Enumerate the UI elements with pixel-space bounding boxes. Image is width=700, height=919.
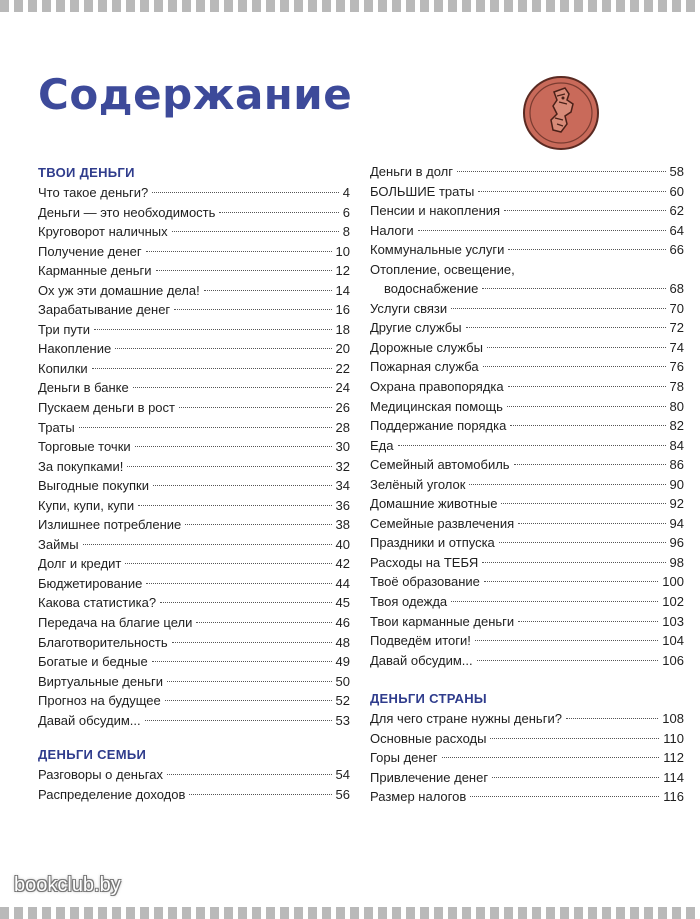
toc-entry-page: 90 — [669, 476, 684, 492]
dot-leader — [152, 192, 339, 193]
dot-leader — [172, 642, 332, 643]
toc-entry-label: Подведём итоги! — [370, 633, 471, 649]
bottom-binding-strip — [0, 907, 700, 919]
toc-entry-label: Распределение доходов — [38, 786, 186, 802]
toc-entry-page: 110 — [663, 730, 684, 746]
toc-entry-label: Торговые точки — [38, 439, 131, 455]
toc-entry[interactable] — [38, 203, 350, 223]
toc-entry-label: Купи, купи, купи — [38, 497, 135, 513]
dot-leader — [196, 622, 331, 623]
right-column — [370, 162, 684, 807]
toc-entry-page: 20 — [335, 341, 350, 357]
dot-leader — [492, 777, 659, 778]
toc-entry-page: 74 — [669, 339, 684, 355]
toc-entry-page: 16 — [335, 302, 350, 318]
toc-entry[interactable] — [38, 261, 350, 281]
dot-leader — [484, 581, 658, 582]
dot-leader — [451, 601, 658, 602]
toc-entry-page: 106 — [662, 652, 684, 668]
dot-leader — [167, 681, 331, 682]
toc-entry-label: Твоя одежда — [370, 594, 448, 610]
toc-entry-page: 50 — [335, 673, 350, 689]
toc-entry-label: Отопление, освещение, — [370, 261, 515, 277]
toc-entry-label: Бюджетирование — [38, 575, 143, 591]
toc-entry-page: 78 — [669, 379, 684, 395]
toc-entry[interactable] — [370, 533, 684, 553]
dot-leader — [153, 485, 332, 486]
toc-entry-label: Выгодные покупки — [38, 478, 149, 494]
toc-entry[interactable] — [38, 320, 350, 340]
toc-entry[interactable] — [38, 711, 350, 731]
toc-entry-label: Богатые и бедные — [38, 654, 148, 670]
dot-leader — [179, 407, 332, 408]
watermark: bookclub.by — [14, 874, 121, 896]
toc-entry-page: 60 — [669, 183, 684, 199]
dot-leader — [507, 406, 666, 407]
dot-leader — [145, 720, 332, 721]
dot-leader — [189, 794, 331, 795]
toc-entry-label: Траты — [38, 419, 75, 435]
dot-leader — [83, 544, 332, 545]
dot-leader — [146, 251, 332, 252]
toc-entry-label: Зарабатывание денег — [38, 302, 171, 318]
dot-leader — [483, 366, 666, 367]
toc-entry-label: водоснабжение — [384, 281, 479, 297]
dot-leader — [566, 718, 658, 719]
toc-entry-label: Семейный автомобиль — [370, 457, 510, 473]
toc-entry-page: 116 — [663, 789, 684, 805]
toc-entry-label: Три пути — [38, 321, 91, 337]
toc-entry[interactable] — [38, 574, 350, 594]
toc-entry-label: Охрана правопорядка — [370, 379, 504, 395]
toc-entry[interactable] — [370, 475, 684, 495]
toc-entry-page: 53 — [335, 712, 350, 728]
toc-entry-page: 66 — [669, 242, 684, 258]
dot-leader — [174, 309, 331, 310]
section-title: ТВОИ ДЕНЬГИ — [38, 165, 135, 180]
toc-entry[interactable] — [38, 633, 350, 653]
toc-entry[interactable] — [370, 201, 684, 221]
toc-entry-label: Излишнее потребление — [38, 517, 182, 533]
toc-entry-label: Налоги — [370, 222, 414, 238]
toc-entry-page: 80 — [669, 398, 684, 414]
toc-entry-label: Поддержание порядка — [370, 418, 507, 434]
toc-entry-label: Твоё образование — [370, 574, 480, 590]
toc-entry-page: 70 — [669, 300, 684, 316]
toc-entry-page: 48 — [335, 634, 350, 650]
dot-leader — [466, 327, 666, 328]
toc-entry[interactable] — [370, 514, 684, 534]
toc-entry[interactable] — [370, 709, 684, 729]
toc-entry-page: 24 — [335, 380, 350, 396]
toc-entry-page: 49 — [335, 654, 350, 670]
dot-leader — [418, 230, 666, 231]
toc-entry-page: 38 — [335, 517, 350, 533]
dot-leader — [185, 524, 331, 525]
toc-entry[interactable] — [38, 457, 350, 477]
dot-leader — [398, 445, 666, 446]
section-title: ДЕНЬГИ СЕМЬИ — [38, 747, 147, 763]
toc-entry-page: 96 — [669, 535, 684, 551]
toc-entry-page: 108 — [662, 711, 684, 727]
dot-leader — [160, 602, 331, 603]
toc-entry[interactable] — [38, 339, 350, 359]
toc-entry-page: 36 — [335, 497, 350, 513]
toc-entry-label: Виртуальные деньги — [38, 673, 164, 689]
toc-entry[interactable] — [38, 242, 350, 262]
dot-leader — [442, 757, 660, 758]
dot-leader — [204, 290, 332, 291]
dot-leader — [457, 171, 666, 172]
toc-entry[interactable] — [38, 554, 350, 574]
toc-entry-label: Зелёный уголок — [370, 476, 466, 492]
toc-entry-page: 98 — [669, 554, 684, 570]
toc-entry[interactable] — [38, 496, 350, 516]
toc-entry-label: Займы — [38, 536, 79, 552]
toc-entry[interactable] — [38, 515, 350, 535]
toc-entry-page: 58 — [669, 164, 684, 179]
dot-leader — [470, 796, 659, 797]
toc-entry[interactable] — [38, 652, 350, 672]
toc-entry[interactable] — [38, 222, 350, 242]
toc-entry-label: Праздники и отпуска — [370, 535, 495, 551]
dot-leader — [138, 505, 331, 506]
toc-entry-label: Копилки — [38, 360, 88, 376]
toc-entry-label: Карманные деньги — [38, 263, 152, 279]
toc-entry[interactable] — [370, 318, 684, 338]
toc-entry-page: 46 — [335, 615, 350, 631]
toc-entry-page: 102 — [662, 594, 684, 610]
toc-entry[interactable] — [370, 572, 684, 592]
dot-leader — [482, 288, 665, 289]
toc-entry-label: Передача на благие цели — [38, 615, 193, 631]
toc-entry[interactable] — [370, 240, 684, 260]
toc-entry[interactable] — [38, 785, 350, 805]
toc-entry[interactable] — [370, 377, 684, 397]
toc-entry[interactable] — [38, 300, 350, 320]
toc-entry-page: 64 — [669, 222, 684, 238]
toc-entry-page: 114 — [663, 769, 684, 785]
toc-entry-page: 56 — [335, 786, 350, 802]
dot-leader — [92, 368, 332, 369]
section-spacer — [370, 670, 684, 688]
toc-entry[interactable] — [370, 729, 684, 749]
toc-entry-label: Размер налогов — [370, 789, 467, 805]
toc-entry-page: 10 — [335, 243, 350, 259]
toc-entry-page: 22 — [335, 360, 350, 376]
toc-entry-page: 40 — [335, 536, 350, 552]
toc-entry-label: Услуги связи — [370, 300, 448, 316]
dot-leader — [514, 464, 666, 465]
dot-leader — [508, 249, 665, 250]
toc-entry-label: Для чего стране нужны деньги? — [370, 711, 562, 727]
dot-leader — [146, 583, 331, 584]
toc-entry-label: Деньги — это необходимость — [38, 204, 216, 220]
toc-entry-label: Прогноз на будущее — [38, 693, 161, 709]
toc-entry-label: Основные расходы — [370, 730, 487, 746]
toc-entry[interactable] — [370, 162, 684, 182]
dot-leader — [490, 738, 659, 739]
toc-entry-label: Накопление — [38, 341, 112, 357]
toc-entry-page: 32 — [335, 458, 350, 474]
toc-entry-label: Какова статистика? — [38, 595, 157, 611]
coin-illustration-icon — [521, 72, 601, 152]
dot-leader — [79, 427, 332, 428]
toc-entry-page: 14 — [335, 282, 350, 298]
toc-entry[interactable] — [38, 613, 350, 633]
toc-entry-label: Долг и кредит — [38, 556, 122, 572]
toc-entry[interactable] — [38, 281, 350, 301]
dot-leader — [499, 542, 666, 543]
toc-entry[interactable] — [370, 494, 684, 514]
toc-entry-label: Твои карманные деньги — [370, 613, 515, 629]
toc-entry[interactable] — [370, 748, 684, 768]
dot-leader — [219, 212, 338, 213]
toc-entry-page: 104 — [662, 633, 684, 649]
toc-entry-label: Получение денег — [38, 243, 142, 259]
dot-leader — [125, 563, 331, 564]
toc-entry[interactable] — [370, 338, 684, 358]
toc-entry[interactable] — [370, 279, 684, 299]
toc-entry-label: Привлечение денег — [370, 769, 489, 785]
toc-entry-label: Разговоры о деньгах — [38, 767, 163, 783]
dot-leader — [487, 347, 666, 348]
page-title: Содержание — [38, 70, 353, 119]
toc-entry[interactable] — [38, 437, 350, 457]
toc-entry[interactable] — [38, 418, 350, 438]
toc-entry-page: 45 — [335, 595, 350, 611]
toc-entry-page: 112 — [663, 750, 684, 766]
toc-entry-page: 30 — [335, 439, 350, 455]
toc-entry[interactable] — [370, 357, 684, 377]
toc-entry-page: 100 — [662, 574, 684, 590]
toc-entry-page: 8 — [342, 224, 350, 240]
toc-entry-label: Давай обсудим... — [370, 652, 473, 668]
dot-leader — [501, 503, 665, 504]
dot-leader — [127, 466, 331, 467]
dot-leader — [115, 348, 331, 349]
toc-entry[interactable] — [370, 436, 684, 456]
toc-entry[interactable] — [38, 765, 350, 785]
toc-entry-page: 6 — [342, 204, 350, 220]
toc-entry-label: Еда — [370, 437, 394, 453]
dot-leader — [133, 387, 332, 388]
toc-entry[interactable] — [370, 553, 684, 573]
section-title: ДЕНЬГИ СТРАНЫ — [370, 691, 487, 707]
toc-entry-page: 4 — [342, 185, 350, 200]
toc-entry[interactable] — [38, 183, 350, 203]
toc-entry[interactable] — [38, 378, 350, 398]
toc-entry-label: Деньги в банке — [38, 380, 129, 396]
toc-entry-label: Круговорот наличных — [38, 224, 168, 240]
toc-entry-page: 34 — [335, 478, 350, 494]
toc-entry-label: Пенсии и накопления — [370, 203, 501, 219]
toc-entry-label: За покупками! — [38, 458, 124, 474]
toc-entry[interactable] — [370, 612, 684, 632]
dot-leader — [172, 231, 339, 232]
toc-entry-page: 54 — [335, 767, 350, 783]
dot-leader — [469, 484, 665, 485]
toc-entry-label: Коммунальные услуги — [370, 242, 505, 258]
toc-entry-label: Горы денег — [370, 750, 438, 766]
toc-entry-page: 86 — [669, 457, 684, 473]
dot-leader — [478, 191, 665, 192]
toc-entry-page: 52 — [335, 693, 350, 709]
toc-entry-page: 42 — [335, 556, 350, 572]
toc-entry-page: 103 — [662, 613, 684, 629]
dot-leader — [482, 562, 665, 563]
toc-entry[interactable] — [38, 672, 350, 692]
dot-leader — [475, 640, 658, 641]
toc-entry-label: Деньги в долг — [370, 164, 453, 179]
toc-entry[interactable] — [38, 359, 350, 379]
toc-entry[interactable] — [370, 768, 684, 788]
toc-entry-page: 84 — [669, 437, 684, 453]
toc-entry-label: Пожарная служба — [370, 359, 479, 375]
toc-entry-label: Давай обсудим... — [38, 712, 141, 728]
left-column — [38, 162, 350, 804]
toc-entry[interactable] — [370, 397, 684, 417]
toc-entry-page: 82 — [669, 418, 684, 434]
toc-entry[interactable] — [370, 651, 684, 671]
toc-entry-page: 68 — [669, 281, 684, 297]
dot-leader — [510, 425, 665, 426]
toc-entry[interactable] — [370, 182, 684, 202]
toc-entry[interactable] — [38, 691, 350, 711]
toc-entry[interactable] — [38, 476, 350, 496]
toc-entry-label: Расходы на ТЕБЯ — [370, 554, 479, 570]
dot-leader — [152, 661, 332, 662]
dot-leader — [477, 660, 659, 661]
toc-entry[interactable] — [370, 455, 684, 475]
toc-entry-label: Что такое деньги? — [38, 185, 149, 200]
toc-entry-page: 72 — [669, 320, 684, 336]
toc-entry[interactable] — [38, 398, 350, 418]
dot-leader — [94, 329, 331, 330]
toc-entry-label: БОЛЬШИЕ траты — [370, 183, 475, 199]
toc-entry[interactable] — [370, 299, 684, 319]
toc-entry-label: Пускаем деньги в рост — [38, 400, 175, 416]
toc-entry-page: 92 — [669, 496, 684, 512]
toc-entry-label: Ох уж эти домашние дела! — [38, 282, 200, 298]
dot-leader — [165, 700, 332, 701]
dot-leader — [504, 210, 665, 211]
toc-entry[interactable] — [370, 787, 684, 807]
dot-leader — [156, 270, 332, 271]
top-binding-strip — [0, 0, 700, 12]
toc-entry-label: Семейные развлечения — [370, 515, 515, 531]
toc-entry-page: 76 — [669, 359, 684, 375]
toc-entry[interactable] — [370, 592, 684, 612]
toc-entry-label: Дорожные службы — [370, 339, 483, 355]
toc-entry-label: Благотворительность — [38, 634, 168, 650]
toc-entry[interactable] — [370, 221, 684, 241]
dot-leader — [167, 774, 332, 775]
toc-entry-page: 12 — [335, 263, 350, 279]
toc-entry-page: 94 — [669, 515, 684, 531]
dot-leader — [518, 621, 658, 622]
dot-leader — [451, 308, 665, 309]
toc-entry-label: Домашние животные — [370, 496, 498, 512]
dot-leader — [518, 523, 665, 524]
toc-entry-page: 62 — [669, 203, 684, 219]
toc-entry[interactable] — [38, 593, 350, 613]
toc-entry[interactable] — [370, 260, 684, 280]
toc-entry-label: Другие службы — [370, 320, 462, 336]
toc-entry[interactable] — [38, 535, 350, 555]
toc-entry-page: 18 — [335, 321, 350, 337]
dot-leader — [135, 446, 332, 447]
dot-leader — [508, 386, 666, 387]
toc-entry-page: 44 — [335, 575, 350, 591]
toc-entry[interactable] — [370, 631, 684, 651]
toc-entry-label: Медицинская помощь — [370, 398, 503, 414]
toc-entry[interactable] — [370, 416, 684, 436]
toc-entry-page: 26 — [335, 400, 350, 416]
toc-entry-page: 28 — [335, 419, 350, 435]
